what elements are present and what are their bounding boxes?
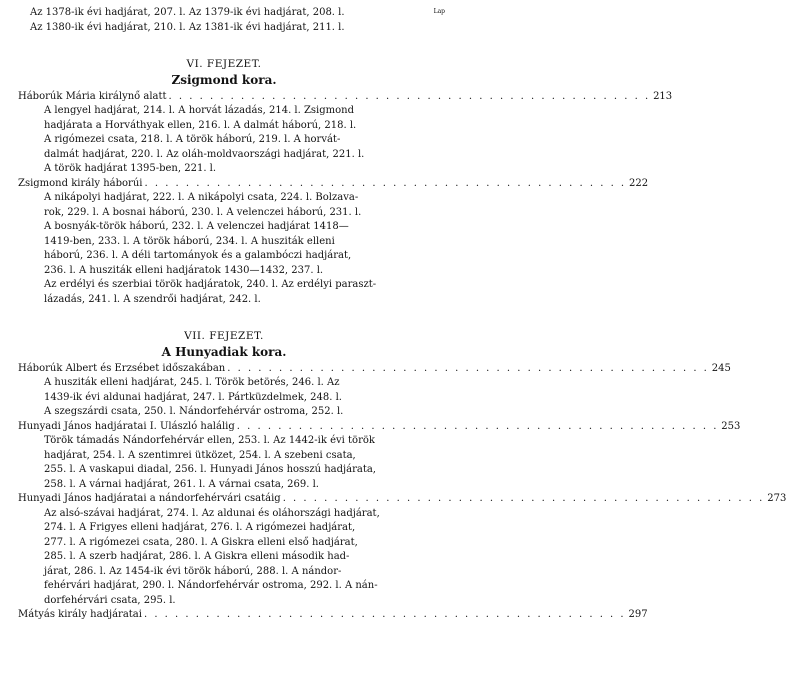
chapter-6 [18, 57, 673, 307]
entry-heading[interactable] [18, 177, 649, 192]
toc-entry [18, 90, 673, 177]
toc-entry [18, 492, 786, 608]
dot-leader: . . . . . . . . . . . . . . . . . . . . . . . . . . . . . . . . . . . . . . . . . . . . . . . [236, 420, 719, 432]
entry-detail-line: Török támadás Nándorfehérvár ellen, 253. l. Az 1442-ik évi török [44, 435, 375, 446]
entry-page-number: 222 [629, 177, 649, 189]
chapter-title: A Hunyadiak kora. [161, 344, 287, 359]
entry-detail-line: Az alsó-szávai hadjárat, 274. l. Az aldunai és oláhországi hadjárat, [44, 507, 380, 519]
entry-page-number: 253 [721, 420, 741, 432]
page-column-label: Lap [433, 8, 445, 15]
text-line: Az 1378-ik évi hadjárat, 207. l. Az 1379-ik évi hadjárat, 208. l. [30, 7, 345, 18]
entry-detail-line: 258. l. A várnai hadjárat, 261. l. A várnai csata, 269. l. [44, 478, 319, 490]
entry-detail-line: dalmát hadjárat, 220. l. Az oláh-moldvaországi hadjárat, 221. l. [44, 148, 365, 160]
entry-title: Mátyás király hadjáratai [18, 609, 142, 620]
entry-detail-line: rok, 229. l. A bosnai háború, 230. l. A velenczei háború, 231. l. [44, 206, 362, 218]
entry-detail-line: A török hadjárat 1395-ben, 221. l. [44, 163, 217, 174]
dot-leader: . . . . . . . . . . . . . . . . . . . . . . . . . . . . . . . . . . . . . . . . . . . . . . . [168, 90, 651, 102]
entry-detail-line: 1419-ben, 233. l. A török háború, 234. l. A husziták elleni [44, 235, 335, 247]
dot-leader: . . . . . . . . . . . . . . . . . . . . . . . . . . . . . . . . . . . . . . . . . . . . . . . [143, 609, 626, 620]
entry-detail-line: 1439-ik évi aldunai hadjárat, 247. l. Pártküzdelmek, 248. l. [44, 391, 342, 403]
chapter-title: Zsigmond kora. [171, 72, 277, 87]
entry-page-number: 297 [628, 609, 648, 620]
entry-detail-line: fehérvári hadjárat, 290. l. Nándorfehérvár ostroma, 292. l. A nán- [44, 580, 378, 591]
entry-detail-line: A bosnyák-török háború, 232. l. A velenczei hadjárat 1418— [44, 221, 349, 232]
entry-detail-line: hadjárata a Horváthyak ellen, 216. l. A dalmát háború, 218. l. [44, 119, 357, 131]
entry-detail-line: 277. l. A rigómezei csata, 280. l. A Giskra elleni első hadjárat, [44, 536, 358, 548]
entry-detail-line: lázadás, 241. l. A szendrői hadjárat, 242. l. [44, 293, 261, 305]
entry-title: Háborúk Albert és Erzsébet időszakában [18, 362, 226, 374]
entry-heading[interactable] [18, 90, 673, 105]
entry-heading[interactable] [18, 608, 648, 623]
entry-detail-line: 255. l. A vaskapui diadal, 256. l. Hunyadi János hosszú hadjárata, [44, 464, 376, 475]
entry-heading[interactable] [18, 362, 731, 377]
entry-detail-line: 274. l. A Frigyes elleni hadjárat, 276. l. A rigómezei hadjárat, [44, 522, 356, 533]
entry-heading[interactable] [18, 492, 786, 507]
entry-page-number: 273 [767, 493, 786, 504]
dot-leader: . . . . . . . . . . . . . . . . . . . . . . . . . . . . . . . . . . . . . . . . . . . . . . . [227, 362, 709, 374]
toc-entry [18, 362, 731, 420]
entry-title: Hunyadi János hadjáratai I. Ulászló halálig [18, 420, 235, 432]
entry-page-number: 245 [711, 362, 731, 374]
entry-title: Hunyadi János hadjáratai a nándorfehérvári csatáig [18, 493, 281, 504]
text-line: Az 1380-ik évi hadjárat, 210. l. Az 1381-ik évi hadjárat, 211. l. [30, 21, 345, 33]
entry-detail-line: 285. l. A szerb hadjárat, 286. l. A Giskra elleni második had- [44, 551, 350, 562]
chapter-heading: VI. FEJEZET. [186, 58, 262, 70]
toc-entry [18, 608, 648, 623]
entry-detail-line: A husziták elleni hadjárat, 245. l. Török betörés, 246. l. Az [44, 377, 340, 388]
dot-leader: . . . . . . . . . . . . . . . . . . . . . . . . . . . . . . . . . . . . . . . . . . . . . . . [144, 177, 627, 189]
entry-heading[interactable] [18, 420, 741, 435]
entry-title: Háborúk Mária királynő alatt [18, 90, 167, 102]
entry-detail-line: dorfehérvári csata, 295. l. [44, 594, 176, 606]
dot-leader: . . . . . . . . . . . . . . . . . . . . . . . . . . . . . . . . . . . . . . . . . . . . . . . [282, 493, 765, 504]
entry-detail-line: hadjárat, 254. l. A szentimrei ütközet, 254. l. A szebeni csata, [44, 449, 356, 461]
entry-detail-line: 236. l. A husziták elleni hadjáratok 1430—1432, 237. l. [44, 264, 324, 276]
toc-entry [18, 420, 741, 493]
chapter-7 [18, 329, 786, 623]
toc-entry [18, 177, 649, 308]
entry-detail-line: A rigómezei csata, 218. l. A török háború, 219. l. A horvát- [44, 134, 341, 145]
continued-lines [18, 6, 430, 35]
entry-detail-line: háború, 236. l. A déli tartományok és a galambóczi hadjárat, [44, 250, 352, 261]
entry-page-number: 213 [653, 90, 673, 102]
entry-detail-line: Az erdélyi és szerbiai török hadjáratok, 240. l. Az erdélyi paraszt- [44, 279, 377, 290]
entry-title: Zsigmond király háborúi [18, 177, 143, 189]
entry-detail-line: A nikápolyi hadjárat, 222. l. A nikápolyi csata, 224. l. Bolzava- [44, 192, 359, 203]
entry-detail-line: járat, 286. l. Az 1454-ik évi török háború, 288. l. A nándor- [44, 565, 342, 577]
chapter-heading: VII. FEJEZET. [184, 330, 264, 342]
entry-detail-line: A szegszárdi csata, 250. l. Nándorfehérvár ostroma, 252. l. [44, 406, 344, 417]
entry-detail-line: A lengyel hadjárat, 214. l. A horvát lázadás, 214. l. Zsigmond [44, 105, 355, 116]
